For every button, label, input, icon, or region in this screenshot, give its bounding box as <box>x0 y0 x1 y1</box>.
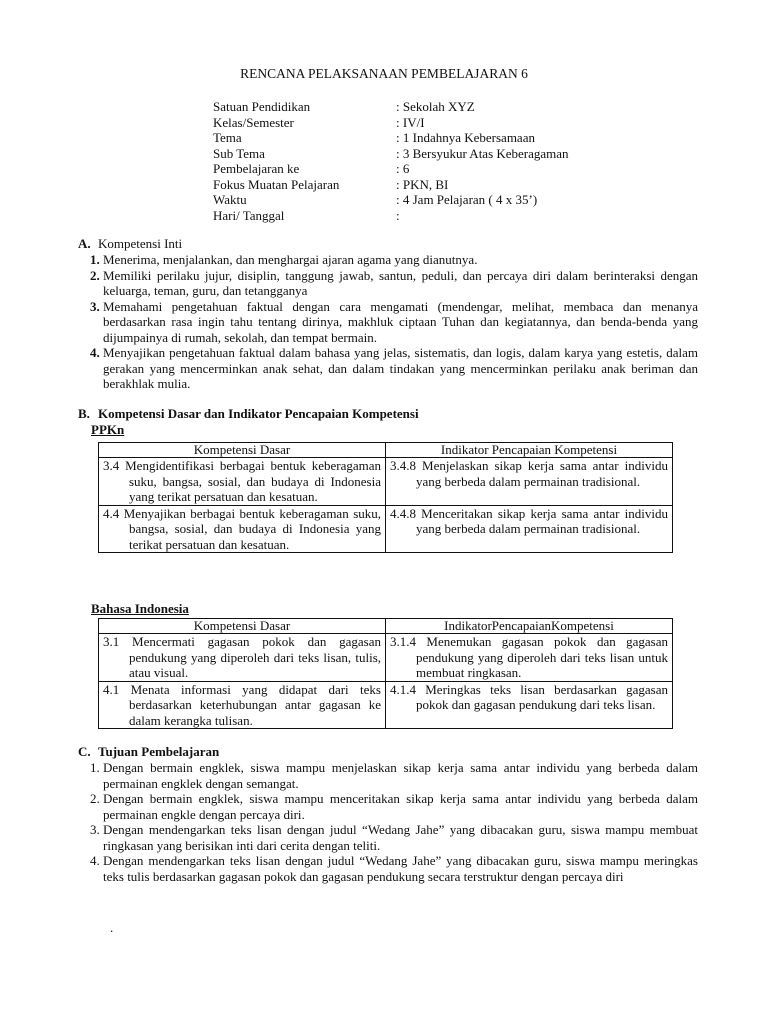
section-tujuan-pembelajaran <box>78 744 698 884</box>
ipk-cell: 4.4.8 Menceritakan sikap kerja sama antar individu yang berbeda dalam permainan tradisional. <box>390 505 668 536</box>
section-heading: A. Kompetensi Inti <box>78 236 183 251</box>
kd-cell: 4.1 Menata informasi yang didapat dari teks berdasarkan keterhubungan antar gagasan ke dalam kerangka tulisan. <box>103 681 381 728</box>
kompetensi-inti-list <box>78 252 698 392</box>
list-item: 2. Memiliki perilaku jujur, disiplin, tanggung jawab, santun, peduli, dan percaya diri dalam berinteraksi dengan keluarga, teman, guru, dan tetangganya <box>90 267 698 298</box>
bahasa-indonesia-label: Bahasa Indonesia <box>91 601 189 616</box>
identity-row: Fokus Muatan Pelajaran : PKN, BI <box>213 176 449 192</box>
ipk-cell: 4.1.4 Meringkas teks lisan berdasarkan gagasan pokok dan gagasan pendukung dari teks lisan. <box>390 681 668 712</box>
identity-row: Pembelajaran ke : 6 <box>213 161 410 176</box>
section-kompetensi-inti <box>78 236 698 392</box>
list-item: 1. Menerima, menjalankan, dan menghargai ajaran agama yang dianutnya. <box>90 252 478 267</box>
identity-row: Waktu : 4 Jam Pelajaran ( 4 x 35’) <box>213 192 538 207</box>
section-kompetensi-dasar <box>78 406 698 438</box>
table-row <box>99 505 673 553</box>
bahasa-indonesia-table <box>98 618 673 729</box>
identity-row: Hari/ Tanggal : <box>213 207 400 223</box>
column-header: Kompetensi Dasar <box>99 619 386 634</box>
ipk-cell: 3.1.4 Menemukan gagasan pokok dan gagasan pendukung yang diperoleh dari teks lisan untuk membuat ringkasan. <box>390 634 668 680</box>
section-heading: C. Tujuan Pembelajaran <box>78 744 220 759</box>
identity-row: Kelas/Semester : IV/I <box>213 114 425 130</box>
list-item: 2. Dengan bermain engklek, siswa mampu menceritakan sikap kerja sama antar individu yang berbeda dalam permainan engkle dengan percaya diri. <box>90 791 698 822</box>
ppkn-label: PPKn <box>91 422 125 437</box>
identity-row: Satuan Pendidikan : Sekolah XYZ <box>213 99 475 114</box>
ipk-cell: 3.4.8 Menjelaskan sikap kerja sama antar individu yang berbeda dalam permainan tradisional. <box>390 458 668 489</box>
page-title: RENCANA PELAKSANAAN PEMBELAJARAN 6 <box>240 66 528 81</box>
list-item: 4. Menyajikan pengetahuan faktual dalam bahasa yang jelas, sistematis, dan logis, dalam karya yang estetis, dalam gerakan yang mencerminkan anak sehat, dan dalam tindakan yang mencerminkan perilaku anak beriman dan berakhlak mulia. <box>90 345 698 391</box>
column-header: Indikator Pencapaian Kompetensi <box>386 443 673 458</box>
column-header: Kompetensi Dasar <box>99 443 386 458</box>
identity-row: Tema : 1 Indahnya Kebersamaan <box>213 130 535 145</box>
list-item: 1. Dengan bermain engklek, siswa mampu menjelaskan sikap kerja sama antar individu yang berbeda dalam permainan engklek dengan semangat. <box>90 760 698 791</box>
table-row <box>99 634 673 682</box>
table-row <box>99 458 673 506</box>
identity-table <box>213 99 569 223</box>
list-item: 3. Dengan mendengarkan teks lisan dengan judul “Wedang Jahe” yang dibacakan guru, siswa mampu membuat ringkasan yang berisikan inti dari cerita dengan teliti. <box>90 822 698 853</box>
bahasa-indonesia-block <box>78 601 698 617</box>
kd-cell: 3.1 Mencermati gagasan pokok dan gagasan pendukung yang diperoleh dari teks lisan, tulis, atau visual. <box>103 634 381 680</box>
table-row <box>99 681 673 729</box>
section-heading: B. Kompetensi Dasar dan Indikator Pencapaian Kompetensi <box>78 406 419 421</box>
kd-cell: 4.4 Menyajikan berbagai bentuk keberagaman suku, bangsa, sosial, dan budaya di Indonesia yang terikat persatuan dan kesatuan. <box>103 505 381 552</box>
column-header: IndikatorPencapaianKompetensi <box>386 619 673 634</box>
list-item: 3. Memahami pengetahuan faktual dengan cara mengamati (mendengar, melihat, membaca dan menanya berdasarkan rasa ingin tahu tentang dirinya, makhluk ciptaan Tuhan dan kegiatannya, dan benda-benda yang dijumpainya di rumah, sekolah, dan tempat bermain. <box>90 298 698 345</box>
list-item: 4. Dengan mendengarkan teks lisan dengan judul “Wedang Jahe” yang dibacakan guru, siswa mampu meringkas teks tulis berdasarkan gagasan pokok dan gagasan pendukung secara terstruktur dengan percaya diri <box>90 853 698 884</box>
ppkn-table <box>98 442 673 553</box>
trailing-mark: . <box>110 920 114 935</box>
tujuan-list <box>78 760 698 884</box>
identity-row: Sub Tema : 3 Bersyukur Atas Keberagaman <box>213 145 569 161</box>
kd-cell: 3.4 Mengidentifikasi berbagai bentuk keberagaman suku, bangsa, sosial, dan budaya di Indonesia yang terikat persatuan dan kesatuan. <box>103 458 381 504</box>
